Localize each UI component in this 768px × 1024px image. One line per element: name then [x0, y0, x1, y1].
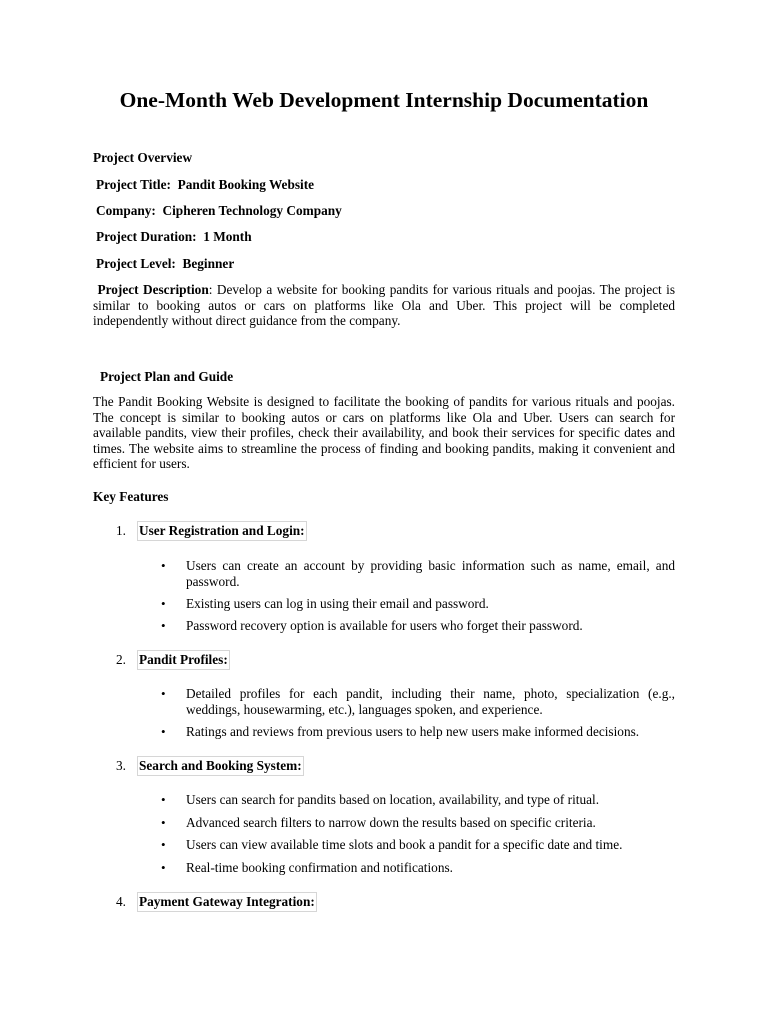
duration-value: 1 Month [203, 229, 252, 244]
bullet-icon: • [161, 618, 166, 633]
feature-title-search-booking: Search and Booking System: [139, 758, 302, 773]
level-line [96, 256, 234, 272]
bullet-icon: • [161, 860, 166, 875]
list-item: Existing users can log in using their email and password. [186, 596, 489, 611]
project-description [93, 282, 675, 329]
feature-number: 2. [116, 652, 126, 667]
bullet-icon: • [161, 837, 166, 852]
list-item: Ratings and reviews from previous users to help new users make informed decisions. [186, 724, 640, 739]
plan-heading: Project Plan and Guide [100, 369, 234, 384]
document-title: One-Month Web Development Internship Documentation [119, 88, 649, 112]
description-text: : Develop a website for booking pandits for various rituals and poojas. The project is similar to booking autos or cars on platforms like Ola and Uber. This project will be completed independently without direct guidance from the company. [93, 282, 676, 329]
feature-title-user-registration: User Registration and Login: [139, 523, 305, 538]
key-features-heading: Key Features [93, 489, 169, 504]
plan-body: The Pandit Booking Website is designed to facilitate the booking of pandits for various rituals and poojas. The concept is similar to booking autos or cars on platforms like Ola and Uber. Users can search for available pandits, view their profiles, check their availability, and book their services for specific dates and times. The website aims to streamline the process of finding and booking pandits, making it convenient and efficient for users. [93, 394, 675, 472]
feature-title-pandit-profiles: Pandit Profiles: [139, 652, 228, 667]
bullet-icon: • [161, 815, 166, 830]
level-value: Beginner [182, 256, 235, 271]
feature-number: 4. [116, 894, 126, 909]
company-line [96, 203, 342, 219]
description-label: Project Description [97, 282, 209, 297]
feature-title-payment-gateway: Payment Gateway Integration: [139, 894, 315, 909]
bullet-icon: • [161, 596, 166, 611]
bullet-icon: • [161, 558, 166, 573]
list-item: Users can create an account by providing basic information such as name, email, and password. [186, 558, 675, 589]
list-item: Real-time booking confirmation and notifications. [186, 860, 453, 875]
company-value: Cipheren Technology Company [162, 203, 342, 218]
project-title-value: Pandit Booking Website [177, 177, 315, 192]
project-title-line [96, 177, 314, 193]
duration-line [96, 229, 252, 245]
company-label: Company: [96, 203, 156, 218]
bullet-icon: • [161, 792, 166, 807]
overview-heading: Project Overview [93, 150, 193, 165]
list-item: Password recovery option is available for users who forget their password. [186, 618, 583, 633]
bullet-icon: • [161, 686, 166, 701]
feature-number: 1. [116, 523, 126, 538]
level-label: Project Level: [96, 256, 176, 271]
feature-number: 3. [116, 758, 126, 773]
list-item: Detailed profiles for each pandit, including their name, photo, specialization (e.g., weddings, housewarming, etc.), languages spoken, and experience. [186, 686, 675, 717]
bullet-icon: • [161, 724, 166, 739]
list-item: Advanced search filters to narrow down the results based on specific criteria. [186, 815, 596, 830]
duration-label: Project Duration: [96, 229, 197, 244]
project-title-label: Project Title: [96, 177, 171, 192]
list-item: Users can view available time slots and book a pandit for a specific date and time. [186, 837, 623, 852]
list-item: Users can search for pandits based on location, availability, and type of ritual. [186, 792, 600, 807]
